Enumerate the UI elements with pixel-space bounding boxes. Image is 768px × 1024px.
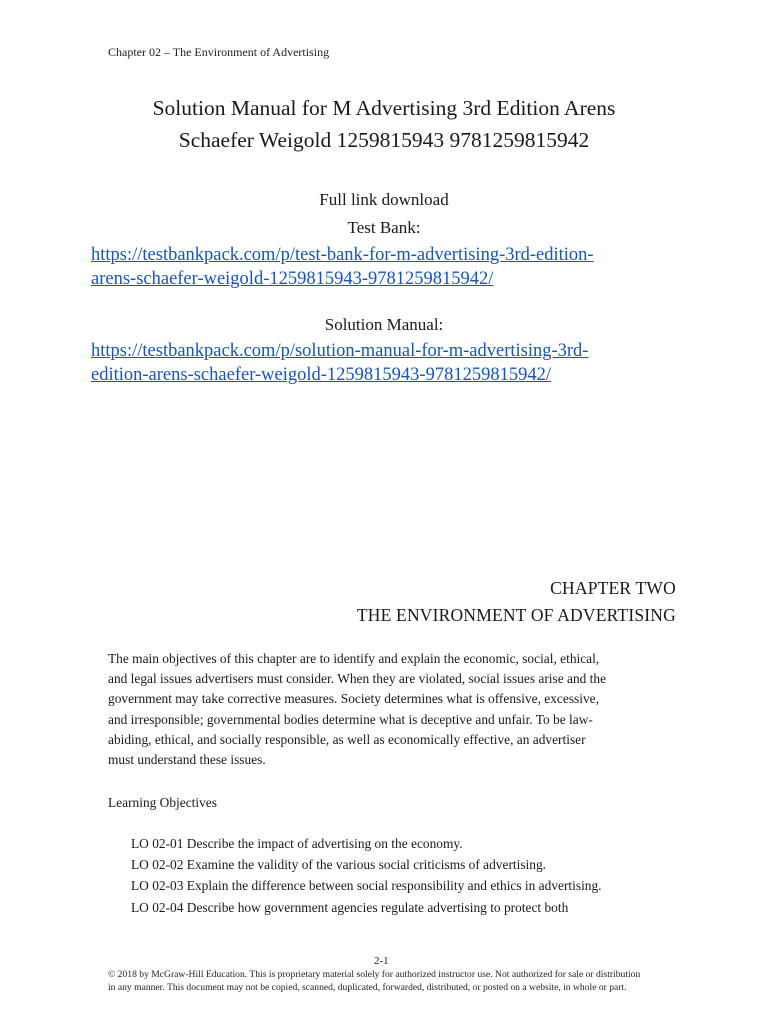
test-bank-link-line-1[interactable]: https://testbankpack.com/p/test-bank-for-m-advertising-3rd-edition- [91, 245, 594, 265]
intro-line: and irresponsible; governmental bodies determine what is deceptive and unfair. To be law- [108, 711, 593, 727]
solution-manual-label: Solution Manual: [324, 315, 444, 334]
intro-line: and legal issues advertisers must consider. When they are violated, social issues arise and the [108, 671, 607, 687]
solution-manual-link-line-1[interactable]: https://testbankpack.com/p/solution-manual-for-m-advertising-3rd- [91, 341, 589, 361]
intro-line: The main objectives of this chapter are to identify and explain the economic, social, ethical, [108, 651, 600, 666]
learning-objective-item: LO 02-03 Explain the difference between social responsibility and ethics in advertising. [131, 878, 602, 894]
chapter-title-heading: THE ENVIRONMENT OF ADVERTISING [356, 605, 676, 625]
intro-line: government may take corrective measures. Society determines what is offensive, excessive, [108, 691, 599, 707]
learning-objectives-heading: Learning Objectives [108, 795, 217, 810]
document-title-line-1: Solution Manual for M Advertising 3rd Edition Arens [152, 96, 616, 120]
document-title [40, 92, 728, 156]
page-number: 2-1 [374, 955, 389, 967]
learning-objective-item: LO 02-02 Examine the validity of the various social criticisms of advertising. [131, 857, 547, 873]
solution-manual-link-line-2[interactable]: edition-arens-schaefer-weigold-1259815943-9781259815942/ [91, 365, 551, 385]
intro-paragraph [108, 649, 668, 770]
test-bank-link-line-2[interactable]: arens-schaefer-weigold-1259815943-9781259815942/ [91, 269, 494, 289]
copyright-line-1: © 2018 by McGraw-Hill Education. This is proprietary material solely for authorized instructor use. Not authorized for sale or distribution [108, 969, 641, 980]
running-header: Chapter 02 – The Environment of Advertising [108, 45, 330, 59]
learning-objective-item: LO 02-04 Describe how government agencies regulate advertising to protect both [131, 899, 569, 915]
learning-objectives-list [131, 833, 602, 918]
copyright-line-2: in any manner. This document may not be copied, scanned, duplicated, forwarded, distributed, or posted on a website, in whole or part. [108, 981, 627, 993]
chapter-number-heading: CHAPTER TWO [550, 578, 676, 598]
copyright-footer [108, 969, 668, 994]
learning-objective-item: LO 02-01 Describe the impact of advertising on the economy. [131, 836, 463, 851]
intro-line: abiding, ethical, and socially responsible, as well as economically effective, an advertiser [108, 731, 586, 747]
full-link-label: Full link download [319, 190, 449, 209]
intro-line: must understand these issues. [108, 752, 266, 768]
test-bank-label: Test Bank: [347, 218, 421, 237]
document-title-line-2: Schaefer Weigold 1259815943 9781259815942 [178, 128, 590, 152]
